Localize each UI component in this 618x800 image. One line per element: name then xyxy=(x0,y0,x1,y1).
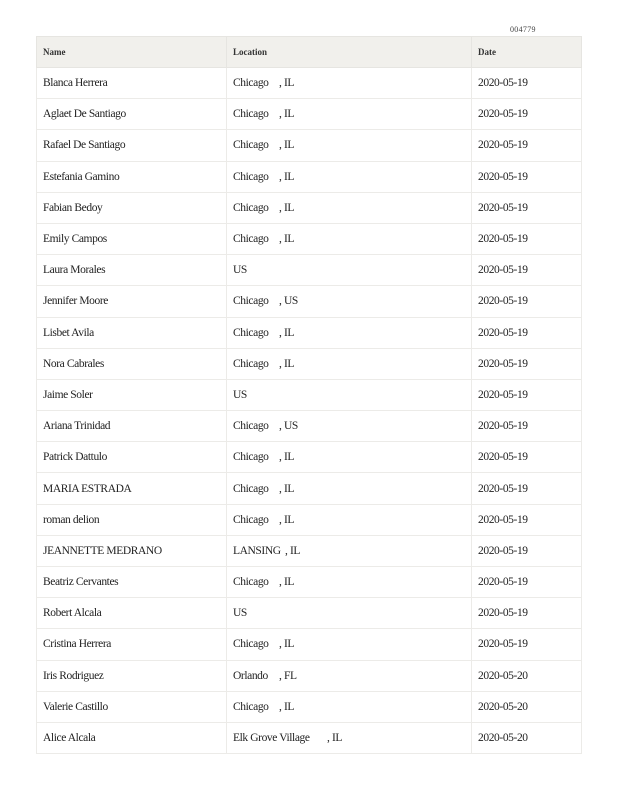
cell-date: 2020-05-20 xyxy=(472,660,582,691)
cell-name: Iris Rodriguez xyxy=(37,660,227,691)
location-region: , IL xyxy=(279,576,295,589)
cell-location xyxy=(227,660,472,691)
table-row xyxy=(37,68,582,99)
cell-location xyxy=(227,255,472,286)
table-row xyxy=(37,473,582,504)
cell-location xyxy=(227,348,472,379)
cell-name: roman delion xyxy=(37,504,227,535)
table-row xyxy=(37,411,582,442)
cell-location xyxy=(227,598,472,629)
cell-date: 2020-05-19 xyxy=(472,223,582,254)
signatures-table xyxy=(36,36,582,754)
cell-location xyxy=(227,722,472,753)
table-row xyxy=(37,99,582,130)
cell-date: 2020-05-19 xyxy=(472,317,582,348)
cell-date: 2020-05-19 xyxy=(472,535,582,566)
location-region: , IL xyxy=(279,638,295,651)
cell-date: 2020-05-19 xyxy=(472,348,582,379)
location-city: Chicago xyxy=(233,357,269,370)
cell-date: 2020-05-19 xyxy=(472,286,582,317)
cell-name: Jaime Soler xyxy=(37,379,227,410)
cell-location xyxy=(227,130,472,161)
location-region: , IL xyxy=(279,170,295,183)
location-city: Chicago xyxy=(233,170,269,183)
location-city: LANSING xyxy=(233,544,281,557)
location-city: US xyxy=(233,264,247,277)
column-header-date: Date xyxy=(472,37,582,68)
table-row xyxy=(37,629,582,660)
cell-date: 2020-05-19 xyxy=(472,379,582,410)
cell-location xyxy=(227,629,472,660)
cell-name: Rafael De Santiago xyxy=(37,130,227,161)
cell-location xyxy=(227,442,472,473)
table-row xyxy=(37,255,582,286)
location-region: , IL xyxy=(327,732,343,745)
table-row xyxy=(37,286,582,317)
cell-location xyxy=(227,286,472,317)
table-body xyxy=(37,68,582,754)
cell-location xyxy=(227,317,472,348)
cell-name: Fabian Bedoy xyxy=(37,192,227,223)
cell-name: Patrick Dattulo xyxy=(37,442,227,473)
location-city: Chicago xyxy=(233,700,269,713)
cell-location xyxy=(227,504,472,535)
location-city: Chicago xyxy=(233,326,269,339)
table-row xyxy=(37,161,582,192)
cell-date: 2020-05-19 xyxy=(472,629,582,660)
table-row xyxy=(37,567,582,598)
cell-date: 2020-05-19 xyxy=(472,192,582,223)
cell-name: Nora Cabrales xyxy=(37,348,227,379)
table-row xyxy=(37,722,582,753)
location-region: , IL xyxy=(279,700,295,713)
cell-name: Ariana Trinidad xyxy=(37,411,227,442)
cell-name: MARIA ESTRADA xyxy=(37,473,227,504)
cell-date: 2020-05-19 xyxy=(472,442,582,473)
location-city: Chicago xyxy=(233,108,269,121)
cell-date: 2020-05-19 xyxy=(472,68,582,99)
header-row xyxy=(37,37,582,68)
cell-name: Aglaet De Santiago xyxy=(37,99,227,130)
cell-name: Valerie Castillo xyxy=(37,691,227,722)
table-row xyxy=(37,660,582,691)
cell-name: JEANNETTE MEDRANO xyxy=(37,535,227,566)
location-city: Chicago xyxy=(233,451,269,464)
location-city: Chicago xyxy=(233,482,269,495)
table-row xyxy=(37,317,582,348)
table-row xyxy=(37,379,582,410)
cell-date: 2020-05-19 xyxy=(472,130,582,161)
location-region: , FL xyxy=(279,669,297,682)
location-city: Chicago xyxy=(233,513,269,526)
cell-location xyxy=(227,411,472,442)
location-city: Chicago xyxy=(233,77,269,90)
location-city: Chicago xyxy=(233,420,269,433)
cell-date: 2020-05-19 xyxy=(472,255,582,286)
cell-name: Lisbet Avila xyxy=(37,317,227,348)
cell-location xyxy=(227,691,472,722)
table-row xyxy=(37,223,582,254)
location-region: , IL xyxy=(279,201,295,214)
table-row xyxy=(37,504,582,535)
cell-location xyxy=(227,161,472,192)
location-region: , US xyxy=(279,420,298,433)
table-row xyxy=(37,598,582,629)
location-city: Chicago xyxy=(233,233,269,246)
location-city: Chicago xyxy=(233,576,269,589)
table-row xyxy=(37,691,582,722)
cell-name: Robert Alcala xyxy=(37,598,227,629)
cell-location xyxy=(227,223,472,254)
cell-date: 2020-05-19 xyxy=(472,99,582,130)
cell-date: 2020-05-20 xyxy=(472,691,582,722)
table-row xyxy=(37,130,582,161)
table-row xyxy=(37,535,582,566)
location-city: Chicago xyxy=(233,295,269,308)
cell-date: 2020-05-19 xyxy=(472,411,582,442)
location-region: , IL xyxy=(279,482,295,495)
cell-location xyxy=(227,99,472,130)
cell-name: Emily Campos xyxy=(37,223,227,254)
cell-date: 2020-05-20 xyxy=(472,722,582,753)
table-row xyxy=(37,192,582,223)
location-city: Orlando xyxy=(233,669,268,682)
table-row xyxy=(37,442,582,473)
cell-name: Cristina Herrera xyxy=(37,629,227,660)
cell-location xyxy=(227,379,472,410)
cell-date: 2020-05-19 xyxy=(472,473,582,504)
location-city: Chicago xyxy=(233,638,269,651)
cell-location xyxy=(227,192,472,223)
cell-name: Beatriz Cervantes xyxy=(37,567,227,598)
location-region: , IL xyxy=(279,326,295,339)
cell-name: Laura Morales xyxy=(37,255,227,286)
cell-location xyxy=(227,535,472,566)
location-region: , IL xyxy=(279,513,295,526)
location-region: , IL xyxy=(279,108,295,121)
location-region: , IL xyxy=(279,357,295,370)
location-city: US xyxy=(233,388,247,401)
location-region: , IL xyxy=(279,139,295,152)
cell-date: 2020-05-19 xyxy=(472,598,582,629)
table-row xyxy=(37,348,582,379)
cell-name: Estefania Gamino xyxy=(37,161,227,192)
column-header-location: Location xyxy=(227,37,472,68)
location-city: Elk Grove Village xyxy=(233,732,310,745)
cell-name: Jennifer Moore xyxy=(37,286,227,317)
cell-date: 2020-05-19 xyxy=(472,161,582,192)
location-region: , IL xyxy=(279,451,295,464)
location-region: , IL xyxy=(279,233,295,246)
column-header-name: Name xyxy=(37,37,227,68)
location-city: Chicago xyxy=(233,139,269,152)
page-number: 004779 xyxy=(510,25,536,34)
location-city: US xyxy=(233,607,247,620)
location-region: , US xyxy=(279,295,298,308)
location-region: , IL xyxy=(285,544,301,557)
cell-location xyxy=(227,567,472,598)
table-header xyxy=(37,37,582,68)
cell-name: Blanca Herrera xyxy=(37,68,227,99)
cell-date: 2020-05-19 xyxy=(472,567,582,598)
location-city: Chicago xyxy=(233,201,269,214)
cell-location xyxy=(227,473,472,504)
cell-date: 2020-05-19 xyxy=(472,504,582,535)
cell-name: Alice Alcala xyxy=(37,722,227,753)
location-region: , IL xyxy=(279,77,295,90)
cell-location xyxy=(227,68,472,99)
